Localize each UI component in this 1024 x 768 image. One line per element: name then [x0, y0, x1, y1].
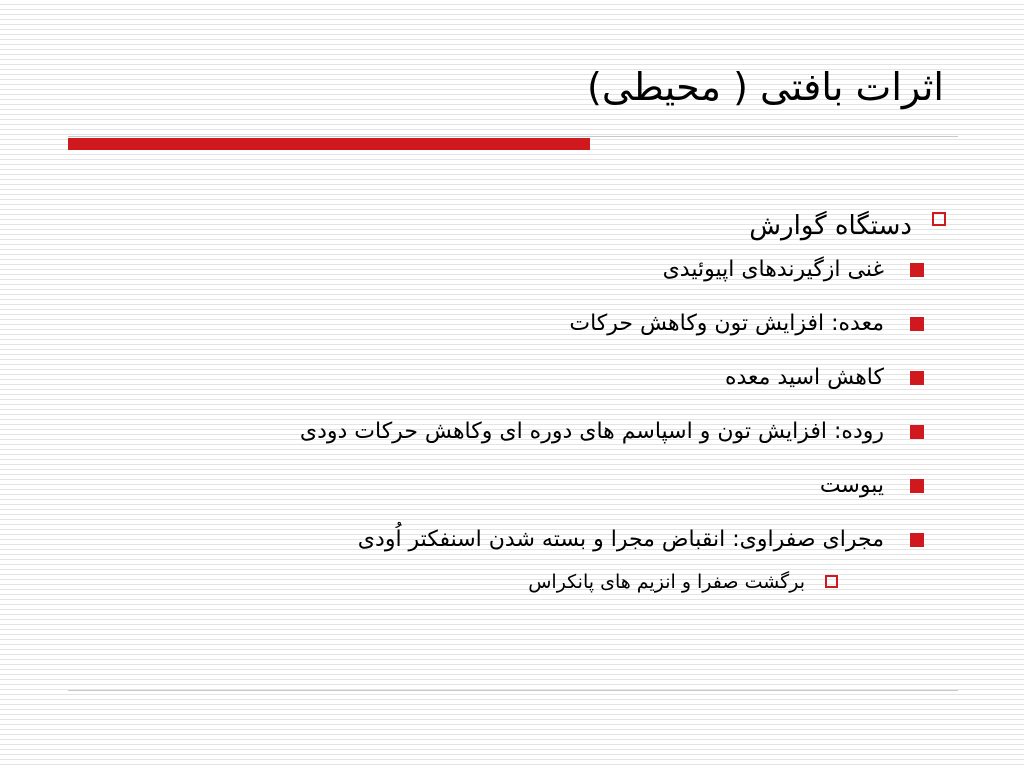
filled-square-icon [910, 425, 924, 439]
list-item-text: کاهش اسید معده [724, 365, 884, 390]
list-item [166, 360, 924, 414]
list-item-text: روده: افزایش تون و اسپاسم های دوره ای وکاهش حرکات دودی [299, 419, 884, 444]
list-item [166, 414, 924, 468]
filled-square-icon [910, 533, 924, 547]
hollow-square-icon [932, 212, 946, 226]
section-heading: دستگاه گوارش [749, 211, 912, 241]
footer-divider [68, 690, 958, 691]
heading-row [166, 200, 946, 252]
list-item-text: معده: افزایش تون وکاهش حرکات [569, 311, 884, 336]
title-divider-thin [68, 136, 958, 137]
hollow-square-icon [825, 575, 838, 588]
filled-square-icon [910, 263, 924, 277]
list-item-text: یبوست [819, 473, 884, 498]
list-item [166, 252, 924, 306]
filled-square-icon [910, 317, 924, 331]
slide-content [166, 200, 946, 602]
filled-square-icon [910, 371, 924, 385]
sub-list-item-text: برگشت صفرا و انزیم های پانکراس [528, 571, 805, 593]
sub-list-item [166, 566, 838, 602]
slide-title: اثرات بافتی ( محیطی) [587, 65, 944, 109]
title-divider-accent [68, 138, 590, 150]
list-item [166, 468, 924, 522]
list-item-text: مجرای صفراوی: انقباض مجرا و بسته شدن اسنفکتر اُودی [357, 527, 884, 552]
list-item-text: غنی ازگیرندهای اپیوئیدی [662, 257, 884, 282]
filled-square-icon [910, 479, 924, 493]
list-item [166, 306, 924, 360]
